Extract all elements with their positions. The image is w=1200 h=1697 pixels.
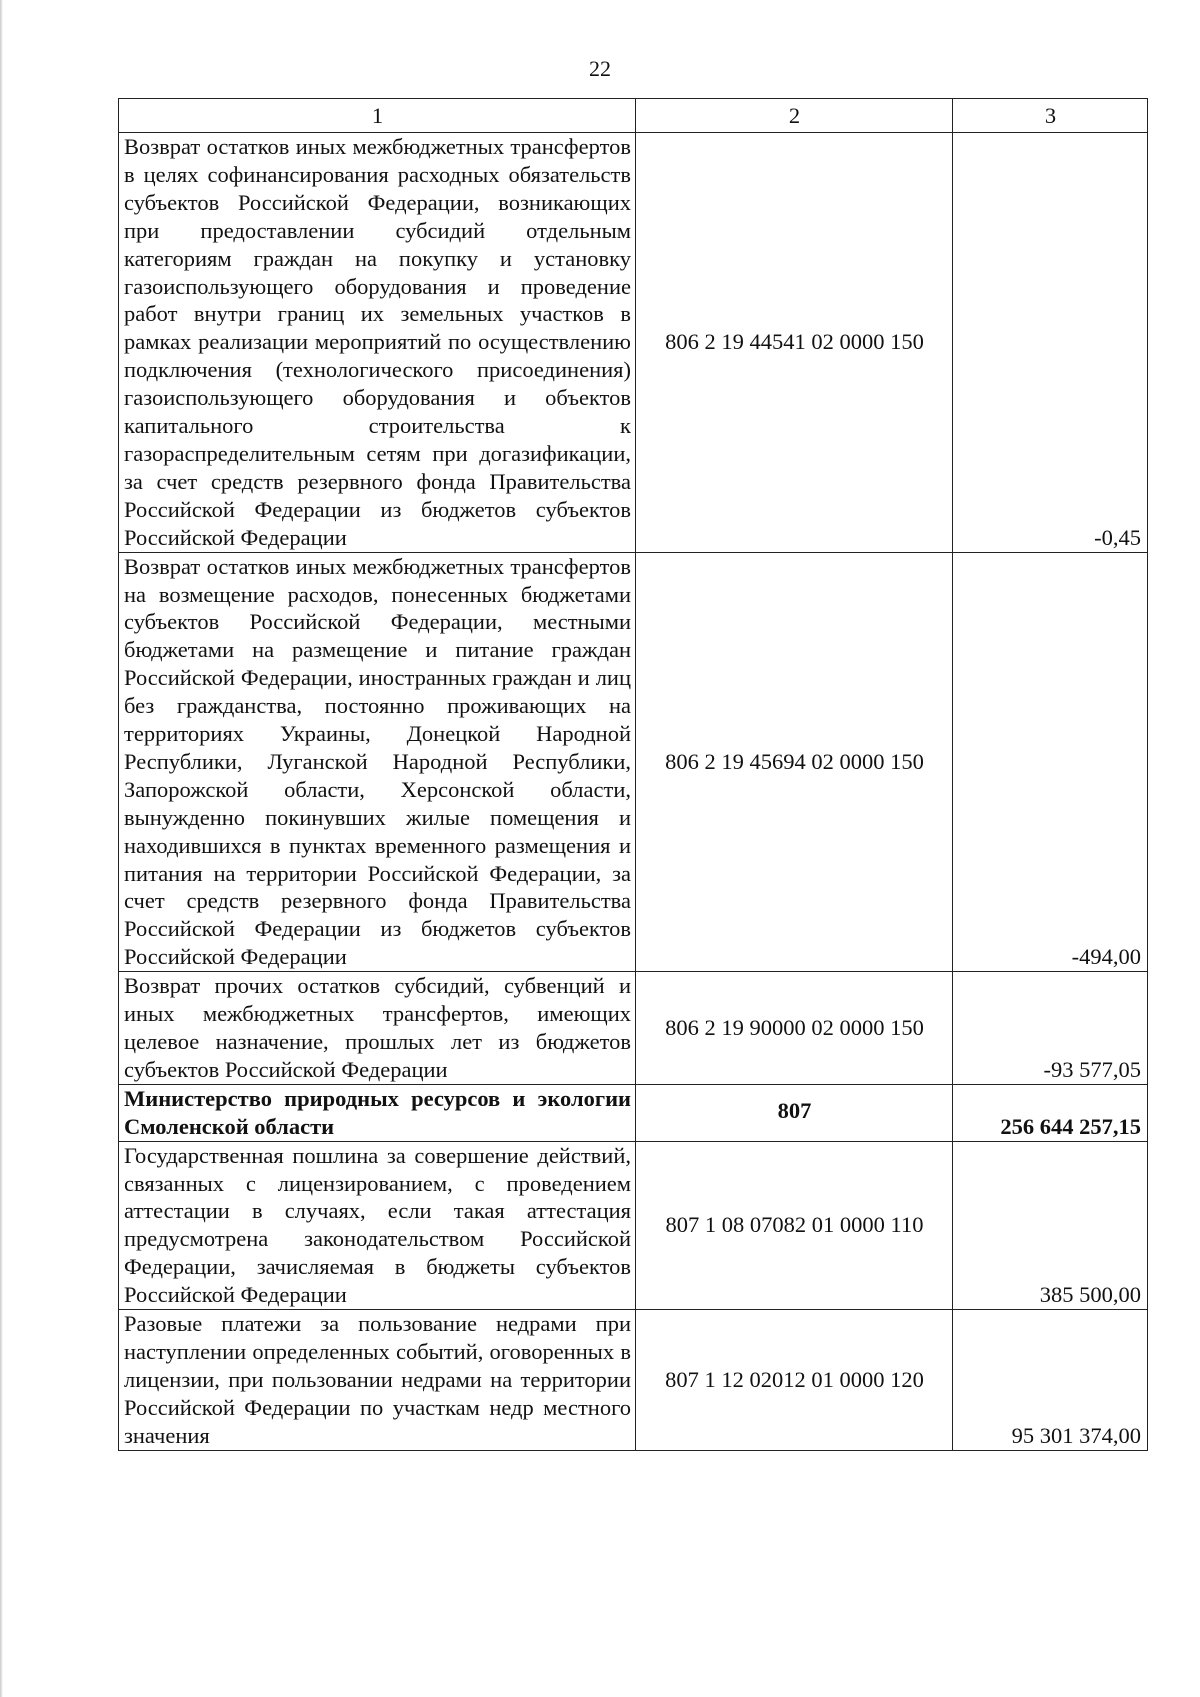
row-amount: 385 500,00 xyxy=(953,1141,1148,1309)
budget-table xyxy=(118,98,1148,1451)
table-row xyxy=(119,972,1148,1085)
table-row xyxy=(119,133,1148,553)
column-header-2: 2 xyxy=(636,99,953,133)
page-number: 22 xyxy=(589,56,611,81)
row-description: Возврат прочих остатков субсидий, субвенций и иных межбюджетных трансфертов, имеющих целевое назначение, прошлых лет из бюджетов субъектов Российской Федерации xyxy=(119,972,636,1085)
ministry-code: 807 xyxy=(636,1084,953,1141)
table-row xyxy=(119,552,1148,972)
row-budget-code: 806 2 19 45694 02 0000 150 xyxy=(636,552,953,972)
table-row xyxy=(119,1141,1148,1309)
row-budget-code: 807 1 08 07082 01 0000 110 xyxy=(636,1141,953,1309)
ministry-name: Министерство природных ресурсов и экологии Смоленской области xyxy=(119,1084,636,1141)
row-description: Возврат остатков иных межбюджетных трансфертов на возмещение расходов, понесенных бюджетами субъектов Российской Федерации, местными бюджетами на размещение и питание граждан Российской Федерации, иностранных граждан и лиц без гражданства, постоянно проживающих на территориях Украины, Донецкой Народной Республики, Луганской Народной Республики, Запорожской области, Херсонской области, вынужденно покинувших жилые помещения и находившихся в пунктах временного размещения и питания на территории Российской Федерации, за счет средств резервного фонда Правительства Российской Федерации из бюджетов субъектов Российской Федерации xyxy=(119,552,636,972)
row-budget-code: 807 1 12 02012 01 0000 120 xyxy=(636,1310,953,1451)
row-amount: -494,00 xyxy=(953,552,1148,972)
column-header-3: 3 xyxy=(953,99,1148,133)
row-budget-code: 806 2 19 90000 02 0000 150 xyxy=(636,972,953,1085)
column-header-1: 1 xyxy=(119,99,636,133)
row-description: Разовые платежи за пользование недрами при наступлении определенных событий, оговоренных в лицензии, при пользовании недрами на территории Российской Федерации по участкам недр местного значения xyxy=(119,1310,636,1451)
table-header-row xyxy=(119,99,1148,133)
row-amount: -0,45 xyxy=(953,133,1148,553)
table-row xyxy=(119,1310,1148,1451)
row-amount: 95 301 374,00 xyxy=(953,1310,1148,1451)
row-budget-code: 806 2 19 44541 02 0000 150 xyxy=(636,133,953,553)
ministry-total: 256 644 257,15 xyxy=(953,1084,1148,1141)
row-description: Государственная пошлина за совершение действий, связанных с лицензированием, с проведением аттестации в случаях, если такая аттестация предусмотрена законодательством Российской Федерации, зачисляемая в бюджеты субъектов Российской Федерации xyxy=(119,1141,636,1309)
row-amount: -93 577,05 xyxy=(953,972,1148,1085)
table-row-ministry xyxy=(119,1084,1148,1141)
row-description: Возврат остатков иных межбюджетных трансфертов в целях софинансирования расходных обязательств субъектов Российской Федерации, возникающих при предоставлении субсидий отдельным категориям граждан на покупку и установку газоиспользующего оборудования и проведение работ внутри границ их земельных участков в рамках реализации мероприятий по осуществлению подключения (технологического присоединения) газоиспользующего оборудования и объектов капитального строительства к газораспределительным сетям при догазификации, за счет средств резервного фонда Правительства Российской Федерации из бюджетов субъектов Российской Федерации xyxy=(119,133,636,553)
scan-edge xyxy=(0,0,3,1697)
